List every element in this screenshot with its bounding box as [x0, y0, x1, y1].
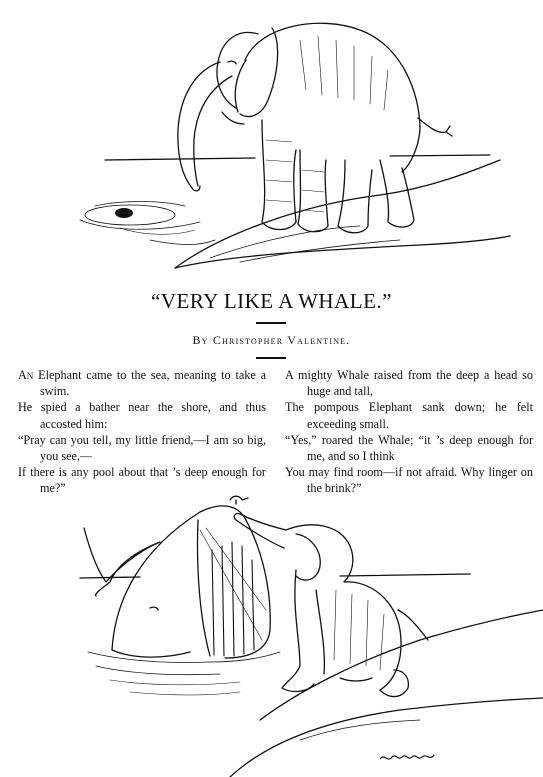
- poem-line-text: Elephant came to the sea, meaning to take a swim.: [33, 368, 266, 399]
- elephant-at-shore-illustration: [0, 0, 543, 285]
- poem-line: You may find room—if not afraid. Why linger on the brink?”: [285, 465, 533, 496]
- poem-title: “VERY LIKE A WHALE.”: [151, 289, 392, 313]
- poem-line: [18, 399, 266, 431]
- poem-line: “Yes,” roared the Whale; “it ’s deep enough for me, and so I think: [285, 432, 533, 464]
- artist-signature: [378, 749, 436, 768]
- poem-line-text: If there is any pool about that ’s deep enough for me?”: [18, 465, 266, 496]
- drop-first-word: An: [18, 368, 34, 382]
- poem-line-text: “Pray can you tell, my little friend,—I am so big, you see,—: [18, 432, 266, 464]
- title-divider: [256, 322, 286, 324]
- poem-line: [18, 367, 266, 399]
- whale-and-elephant-illustration: [0, 490, 543, 777]
- poem-right-column: [285, 367, 533, 497]
- poem-line: [18, 432, 266, 464]
- poem-line-text: He spied a bather near the shore, and thus accosted him:: [18, 400, 266, 431]
- byline: By Christopher Valentine.: [192, 333, 351, 347]
- poem-line: The pompous Elephant sank down; he felt exceeding small.: [285, 400, 533, 431]
- poem-line: A mighty Whale raised from the deep a head so huge and tall,: [285, 368, 533, 399]
- byline-divider: [256, 357, 286, 359]
- poem-left-column: [18, 367, 266, 497]
